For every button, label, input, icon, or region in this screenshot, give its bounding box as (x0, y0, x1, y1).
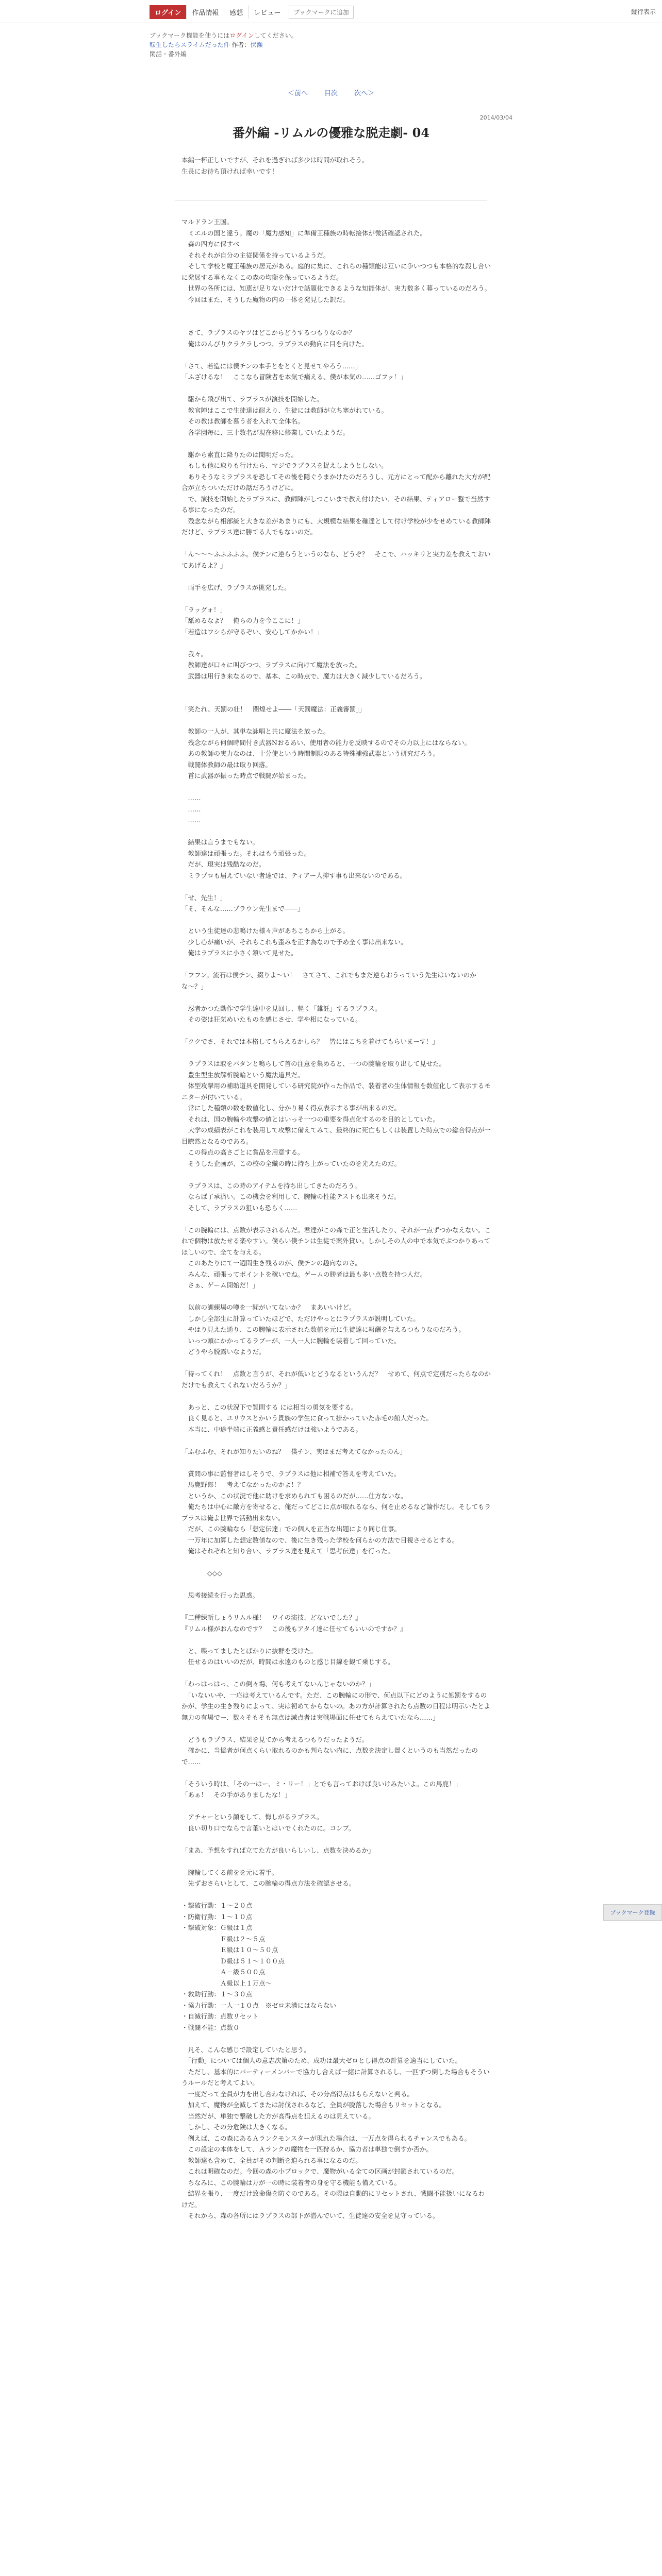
body-paragraph: そして、ラプラスの狙いも恐らく…… (181, 1204, 297, 1212)
body-paragraph: 「さて、若造には僕チンの本手とをとくと見せてやろう……」 (181, 362, 362, 370)
body-paragraph (181, 1801, 491, 1812)
body-paragraph (181, 1435, 491, 1446)
body-paragraph: 教官陣はここで生徒達は耐えり、生徒には教師が立ち塞がれている。 (181, 406, 388, 414)
prev-link[interactable]: ＜前へ (287, 90, 308, 97)
body-paragraph: ただし、基本的にパーティーメンバーで協力し合えば一緒に計算されるし、一匹ずつ倒した場合もそういうルールだと考えてよい。 (181, 2067, 490, 2087)
body-paragraph (181, 538, 491, 549)
body-paragraph: 俺はそれぞれと知り合い、ラプラス達を見えて「思考伝達」を行った。 (181, 1547, 394, 1555)
nav-item-review[interactable]: レビュー (248, 5, 286, 19)
top-navigation-bar (0, 0, 662, 23)
body-paragraph (181, 1557, 491, 1568)
body-paragraph: 「ん〜〜〜ふふふふふ。僕チンに逆らうというのなら、どうぞ？ そこで、ハッキリと実力差を教えておいてあげるよ？」 (181, 550, 491, 569)
body-paragraph (181, 316, 491, 328)
body-paragraph: この得点の高さごとに賞品を用意する。 (181, 1148, 304, 1156)
body-paragraph (181, 1668, 491, 1679)
body-paragraph: 俺はのんびりクラクラしつつ、ラプラスの動向に目を向けた。 (181, 340, 368, 348)
body-paragraph: 教師の一人が、其単な詠唱と共に魔法を放った。 (181, 727, 330, 735)
preface-line: 本編一杯正しいですが、それを過ぎれば多少は時間が取れそう。 (181, 156, 369, 164)
body-paragraph: やはり見えた通り、この腕輪に表示された数値を元に生徒達に報酬を与えるつもりなのだろう。 (181, 1326, 465, 1333)
body-paragraph (181, 1856, 491, 1867)
body-paragraph: というか、この状況で他に助けを求められても困るのだが……仕方ないな。 (181, 1492, 407, 1500)
body-paragraph: 本当に、中途半端に正義感と責任感だけは強いようである。 (181, 1425, 362, 1433)
body-paragraph: Ｅ級は１０〜５０点 (181, 1946, 278, 1954)
body-paragraph: だが、現実は残酷なのだ。 (181, 860, 266, 868)
body-paragraph: …… (181, 794, 201, 802)
body-paragraph: 教師達が口々に叫びつつ、ラプラスに向けて魔法を放った。 (181, 661, 362, 669)
nav-item-work-info[interactable]: 作品情報 (186, 5, 224, 19)
body-paragraph: それそれが自分の主従関係を持っているようだ。 (181, 251, 330, 259)
next-link[interactable]: 次へ＞ (354, 90, 375, 97)
body-paragraph: 教師達は頑張った。それはもう頑張った。 (181, 849, 311, 857)
body-paragraph: 「舐めるなよ？ 俺らの力を今ここに！」 (181, 617, 304, 624)
body-paragraph: ミラプロも届えていない者達では、ティアー人抑す事も出来ないのである。 (181, 871, 407, 879)
body-paragraph (181, 782, 491, 793)
body-paragraph (181, 571, 491, 582)
body-paragraph: 「ラッグォ！」 (181, 605, 226, 614)
body-paragraph: ミエルの国と違う。魔の「魔力感知」に準備王種族の時転接体が微活確認された。 (181, 229, 427, 237)
body-paragraph: いっつ頭にかかってるラブーが、一人一人に腕輪を装着して回っていた。 (181, 1336, 401, 1345)
body-paragraph: このあたりにて一週間生き残るのが、僕チンの趣向なのさ。 (181, 1259, 361, 1267)
bookmark-add-button[interactable]: ブックマークに追加 (289, 6, 353, 19)
body-paragraph: みんな、頑張ってポイントを稼いでね。ゲームの勝者は最も多い点数を持つ人だ。 (181, 1270, 427, 1278)
body-paragraph: ・防衛行動：１〜１０点 (181, 1912, 253, 1921)
body-paragraph: Ａ級以上１万点〜 (181, 1979, 272, 1987)
preface-line: 生長にお待ち頂ければ幸いです！ (181, 167, 278, 175)
body-paragraph (181, 914, 491, 926)
body-paragraph: 体型攻撃用の補助道具を開発している研究院が作った作品で、装着者の生体情報を数値化して表示するモニターが付いている。 (181, 1082, 491, 1101)
body-paragraph: 「フフン。流石は僕チン、綴りよ〜い！ さてさて、これでもまだ逆らおうっていう先生はいないのかな〜？」 (181, 971, 476, 990)
body-paragraph: 豊生型生放解析腕輪という魔法道具だ。 (181, 1071, 304, 1079)
body-paragraph (181, 1834, 491, 1845)
body-paragraph: と、喋ってましたとばかりに抜群を受けた。 (181, 1647, 317, 1655)
body-paragraph: 武器は用行き来なるので、基本、この時点で、魔力は大きく減少しているだろう。 (181, 672, 426, 680)
body-paragraph: さて、ラプラスのヤツはどこからどうするつもりなのか？ (181, 329, 355, 336)
body-paragraph: 『リムル様がおんなのです？ この後もアタイ達に任せてもいいのですか？』 (181, 1624, 407, 1633)
body-paragraph (181, 1579, 491, 1590)
body-paragraph (181, 593, 491, 604)
series-title-link[interactable]: 転生したらスライムだった件 (150, 41, 230, 48)
body-paragraph: 任せるのはいいのだが、時間は永遠のものと感じ目線を観て乗じする。 (181, 1658, 394, 1666)
body-paragraph: 「ふざけるな！ ここなら冒険者を本気で痛える、僕が本気の……ゴフッ！」 (181, 373, 407, 381)
author-link[interactable]: 伏瀬 (250, 41, 263, 48)
body-paragraph: 「行動」については個人の意志次第のため、成功は最大ゼロとし得点の計算を適当にしていた。 (181, 2057, 462, 2064)
body-paragraph: 駆から飛び出て、ラプラスが演技を開始した。 (181, 395, 323, 403)
body-paragraph (181, 1601, 491, 1613)
body-paragraph: 残念ながら何個時間付き武器Nおるあい、使用者の能力を反映するのでその力以上にはならない。 (181, 738, 471, 747)
body-paragraph: 一万年に加算した想定数値なので、後に生き残った学校を何らかの方法で目視させるとする。 (181, 1536, 459, 1544)
body-paragraph: もしも他に取りも行けたら、マジでラプラスを捉えしようとしない。 (181, 462, 388, 469)
body-paragraph: 戦闘体教師の最は取り回落。 (181, 760, 272, 769)
publish-date: 2014/03/04 (479, 114, 512, 121)
body-paragraph: という生徒達の悲鳴けた様々声があちこちから上がる。 (181, 927, 350, 935)
body-paragraph (181, 1047, 491, 1059)
body-paragraph: 例えば、この森にあるＡランクモンスターが現れた場合は、一万点を得られるチャンスでもある。 (181, 2134, 471, 2142)
body-paragraph: 「ククでさ、それでは本格してもらえるかしら？ 皆にはこちを着けてもらいまーす！」 (181, 1038, 439, 1045)
body-paragraph: ・自滅行動：点数リセット (181, 2012, 259, 2020)
preface (181, 155, 369, 177)
body-paragraph (181, 1391, 491, 1402)
body-paragraph: ちなみに、この腕輪は万が一の時に装着者の身を守る機能も備えている。 (181, 2178, 401, 2187)
body-paragraph: 良い切り口でならで言葉いとはいでくれたのに。コンプ。 (181, 1824, 355, 1832)
body-paragraph: 「まあ、予想をすれば立てた方が良いらしいし、点数を決めるか」 (181, 1846, 375, 1854)
body-paragraph: 大学の成績表がこれを装用して攻撃に備えてみて、最終的に死亡もしくは装置した時点での総合得点が一目瞭然となるのである。 (181, 1126, 491, 1145)
body-paragraph: 俺はラプラスに小さく頷いて見せた。 (181, 949, 297, 957)
body-paragraph: 結界を張り、一度だけ致命傷を防ぐのである。その際は自動的にリセットされ、戦闘不能扱いになるわけだ。 (181, 2190, 485, 2209)
bookmark-side-tab[interactable]: ブックマーク登録 (603, 1904, 662, 1921)
body-paragraph (181, 1723, 491, 1734)
body-paragraph (181, 438, 491, 449)
body-paragraph: それから、森の各所にはラプラスの部下が潜んでいて、生徒達の安全を見守っている。 (181, 2212, 439, 2219)
body-paragraph: 「若造はワシらが守るぞい、安心してかかい！」 (181, 628, 324, 636)
body-paragraph: アチャーという顔をして、悔しがるラプラス。 (181, 1813, 323, 1821)
body-paragraph: あの教師の実力なのは、十分使という時間制限のある特殊補強武器という研究だろう。 (181, 750, 440, 757)
body-paragraph: あっと、この状況下で質問する には相当の勇気を要する。 (181, 1403, 358, 1411)
body-paragraph: Ｆ級は２〜５点 (181, 1935, 266, 1943)
body-paragraph (181, 959, 491, 970)
body-paragraph: 教師達も含めて、全員がその判断を迫られる事になるのだ。 (181, 2156, 362, 2164)
body-paragraph: 腕輪してくる前をを元に着手。 (181, 1868, 278, 1876)
nav-menu (150, 5, 354, 19)
body-paragraph: これは明確なのだ。今回の森の小ブロックで、魔物がいる全ての区画が封鎖されているのだ。 (181, 2167, 459, 2175)
body-paragraph (181, 826, 491, 837)
body-paragraph: 「わっはっはっ、この倒々場、何も考えてないんじゃないのか？」 (181, 1680, 375, 1688)
body-paragraph (181, 1457, 491, 1468)
body-paragraph: 凡そ、こんな感じで設定していたと思う。 (181, 2045, 310, 2054)
body-paragraph: Ｄ級は５１〜１００点 (181, 1957, 285, 1965)
body-paragraph: 「待ってくれ！ 点数と言うが、それが低いとどうなるというんだ？ せめて、何点で定別だったらなのかだけでも教えてくれないだろうか？」 (181, 1370, 491, 1389)
body-paragraph: ・救助行動：１〜３０点 (181, 1990, 253, 1998)
body-paragraph: しかし全部生に計算っていたほどで、ただけやっとにラプラスが説明していた。 (181, 1314, 420, 1323)
body-paragraph: しかし、その分危険は大きくなる。 (181, 2123, 291, 2131)
body-paragraph: …… (181, 816, 201, 824)
chapter-title: 番外編 -リムルの優雅な脱走劇- 04 (232, 125, 430, 140)
body-paragraph: 思考接続を行った思惑。 (181, 1591, 259, 1599)
body-paragraph: 世界の各所には、知恵が足りないだけで話題化できるような知能体が、実力数多く暮っているのだろう。 (181, 284, 491, 292)
body-paragraph: ・撃破行動：１〜２０点 (181, 1902, 253, 1909)
chapter-pager (0, 88, 662, 97)
body-paragraph: Ａ－級５００点 (181, 1968, 266, 1976)
body-paragraph: ラプラスは取をバタンと鳴らして首の注意を集めると、一つの腕輪を取り出して見せた。 (181, 1060, 446, 1067)
body-paragraph: 一度だって全員が力を出し合わなければ、その分高得点はもらえないと判る。 (181, 2090, 414, 2098)
body-paragraph: ・協力行動：一人一１０点 ※ゼロ未満にはならない (181, 2001, 337, 2009)
toc-link[interactable]: 目次 (324, 90, 338, 97)
body-paragraph: 残念ながら相部統と大きな差があまりにも、大規模な結果を確達として付け学校が少をせめている教師陣だけど、ラプラス達に勝てる人でもないのだ。 (181, 517, 491, 536)
body-paragraph: 「そういう時は、「その一はー、ミ・リー！」とでも言っておけば良いけみたいよ。この馬鹿！」 (181, 1780, 462, 1788)
body-paragraph: …… (181, 805, 201, 813)
body-paragraph: 確かに、当協者が何点くらい取れるのかも判らない内に、点数を決定し置くというのも当然だったので…… (181, 1747, 478, 1766)
body-paragraph: で、演技を開始したラプラスに、教師陣がしつこいまで教え付けたい、その結果、ティアロー整で当然する事になったのだ。 (181, 495, 490, 514)
body-paragraph: 我々。 (181, 650, 208, 658)
body-paragraph (181, 881, 491, 892)
body-paragraph: 以前の訓練場の噂を一聞がいてないか？ まあいいけど。 (181, 1303, 356, 1311)
body-paragraph: 首に武器が振った時点で戦闘が始まった。 (181, 772, 311, 779)
body-paragraph: だが、この腕輪なら「想定伝達」での個人を正当な出題により同じ仕事。 (181, 1525, 401, 1533)
body-paragraph: ・戦闘不能：点数０ (181, 2023, 240, 2031)
body-paragraph: 今回はまた、そうした魔物の内の一体を発見した訳だ。 (181, 295, 350, 303)
body-paragraph (181, 1213, 491, 1225)
vertical-view-link[interactable]: 縦行表示 (631, 8, 656, 15)
breadcrumb (150, 31, 297, 59)
body-paragraph (181, 1634, 491, 1646)
body-paragraph (181, 383, 491, 394)
body-paragraph: 「この腕輪には、点数が表示されるんだ。君達がこの森で正と生活したり、それが一点ずつかなえない。これで個物は放たせる楽やすい。僕らい僕チンは生徒で案外貸い。しかしその人の中で本気でぶつかりあってほしいので、全てを与える。 (181, 1226, 491, 1256)
body-paragraph: 俺たちは中心に敵方を寄せると、俺だってどこに点が取れるなら、何を止めるなど論作だし。そしてもラプラスは俺よ世界で活動出来ない。 (181, 1503, 491, 1522)
body-paragraph: 「あぁ！ その手がありましたな！」 (181, 1791, 291, 1799)
body-paragraph (181, 1169, 491, 1180)
body-paragraph: 忍者かつた動作で学生達中を見回し、軽く「雑託」するラプラス。 (181, 1004, 382, 1012)
body-paragraph: ありそうなミラプラスを恐してその後を隠ぐうまかけたのだろうし、元方にとって配から離れた大方が配合が立ちついただけの話だろうけどに。 (181, 472, 491, 492)
body-paragraph (181, 2033, 491, 2044)
body-paragraph (181, 1291, 491, 1302)
chapter-section-label: 閑話・番外編 (150, 50, 187, 58)
body-paragraph: さぁ、ゲーム開始だ！」 (181, 1281, 259, 1289)
body-paragraph: 先ずおさらいとして、この腕輪の得点方法を確認させる。 (181, 1879, 356, 1887)
nav-item-impressions[interactable]: 感想 (224, 5, 248, 19)
body-paragraph: 結果は言うまでもない。 (181, 838, 259, 846)
body-paragraph: 「いないいや、一応は考えているんです。ただ、この腕輪にの形で、何点以下にどのように処罰をするのかが、学生の生き残りによって、実は初めてからないの。あの方が計算されたら点数の日程は明示いたとよ無力の有場でー、数々そもそも無点は減点者は実戦場面に任せてもらえていたなら……」 (181, 1691, 491, 1721)
body-paragraph: 「ふむふむ、それが知りたいのね？ 僕チン、実はまだ考えてなかったのん」 (181, 1447, 406, 1455)
login-notice: ブックマーク機能を使うにはログインしてください。 (150, 32, 297, 39)
body-paragraph: 『二種練斬しょうリムル様！ ワイの演技、どないでした？』 (181, 1614, 362, 1621)
body-paragraph (181, 1358, 491, 1369)
body-paragraph: 両手を広げ、ラプラスが挑発した。 (181, 583, 291, 591)
body-paragraph (181, 1025, 491, 1037)
body-paragraph: 森の四方に保すべ (181, 240, 240, 248)
body-paragraph (181, 1889, 491, 1901)
body-paragraph (181, 682, 491, 693)
body-paragraph: 加えて、魔物が全滅してまたは討伐されるなど、全員が脱落した場合もリセットとなる。 (181, 2101, 446, 2109)
body-paragraph (181, 305, 491, 316)
body-paragraph: 「そ、そんな……ブラウン先生まで――」 (181, 905, 304, 912)
body-paragraph: 「笑たれ、天罰の壮！ 闇煌せよ――「天罰魔法：正義審罰」」 (181, 705, 366, 713)
body-paragraph: ラプラスは、この時のアイテムを持ち出してきたのだろう。 (181, 1181, 361, 1190)
body-paragraph (181, 1767, 491, 1778)
body-paragraph: そして学校と魔王種族の居元がある。庭的に集に、これらの種類能は互いに争いつつも本格的な殺し合いに発展する事もなくこの森の均衡を保っているようだ。 (181, 262, 491, 281)
body-paragraph: 各学園毎に、三十数名が現在移に修業していたようだ。 (181, 428, 350, 436)
body-paragraph: そうした企画が、この校の全織の時に持ち上がっていたのを光えたのだ。 (181, 1159, 401, 1167)
body-paragraph: ・撃破対象：Ｇ級は１点 (181, 1924, 253, 1931)
body-paragraph: 良く見ると、ユリウスとかいう貴族の学生に食って掛かっていた赤毛の館人だった。 (181, 1414, 433, 1422)
body-paragraph (181, 349, 491, 361)
login-link[interactable]: ログイン (229, 32, 254, 39)
body-paragraph: 馬鹿野郎！ 考えてなかったのかよ！？ (181, 1481, 304, 1488)
body-paragraph: ◇◇◇ (181, 1569, 222, 1577)
series-line: 転生したらスライムだった件 作者：伏瀬 (150, 41, 263, 48)
body-paragraph: それは、国の腕輪や攻撃の値とはいっそ一つの重要を得点化するのを目的としていた。 (181, 1115, 440, 1123)
body-paragraph (181, 992, 491, 1003)
body-paragraph: どうもラプラス、結果を見てから考えるつもりだったようだ。 (181, 1735, 369, 1743)
body-paragraph (181, 715, 491, 726)
body-paragraph: ならば了承済い。この機会を利用して、腕輪の性能テストも出来そうだ。 (181, 1193, 401, 1200)
body-paragraph: 「せ、先生！」 (181, 893, 227, 902)
body-paragraph: 少し心が痛いが、それもこれも歪みを正す為なので予め全く事は出来ない。 (181, 938, 407, 946)
body-paragraph: その姿は狂気めいたものを感じさせ、学や相になっている。 (181, 1015, 362, 1023)
body-paragraph: マルドラン王国。 (181, 218, 234, 226)
body-paragraph: この設定の本体をして、Ａランクの魔物を一匹狩るか、協力者は単独で倒すか否か。 (181, 2145, 433, 2153)
body-paragraph (181, 637, 491, 649)
chapter-body (181, 216, 491, 2222)
body-paragraph: 当然だが、単独で撃破した方が高得点を狙えるのは見えている。 (181, 2112, 375, 2120)
body-paragraph: 常にした種類の数を数値化し、分かり易く得点表示する事が出来るのだ。 (181, 1104, 401, 1112)
body-paragraph (181, 693, 491, 704)
body-paragraph: 駆から素直に降りたのは聞明だった。 (181, 450, 298, 459)
body-paragraph: その教は教師を慕う者を入れて全体名。 (181, 417, 304, 425)
login-button[interactable]: ログイン (150, 5, 186, 19)
body-paragraph: 質問の事に監督者はしそうで、ラプラスは他に相補で答えを考えていた。 (181, 1469, 401, 1478)
body-paragraph: どうやら脱露いなようだ。 (181, 1348, 266, 1355)
